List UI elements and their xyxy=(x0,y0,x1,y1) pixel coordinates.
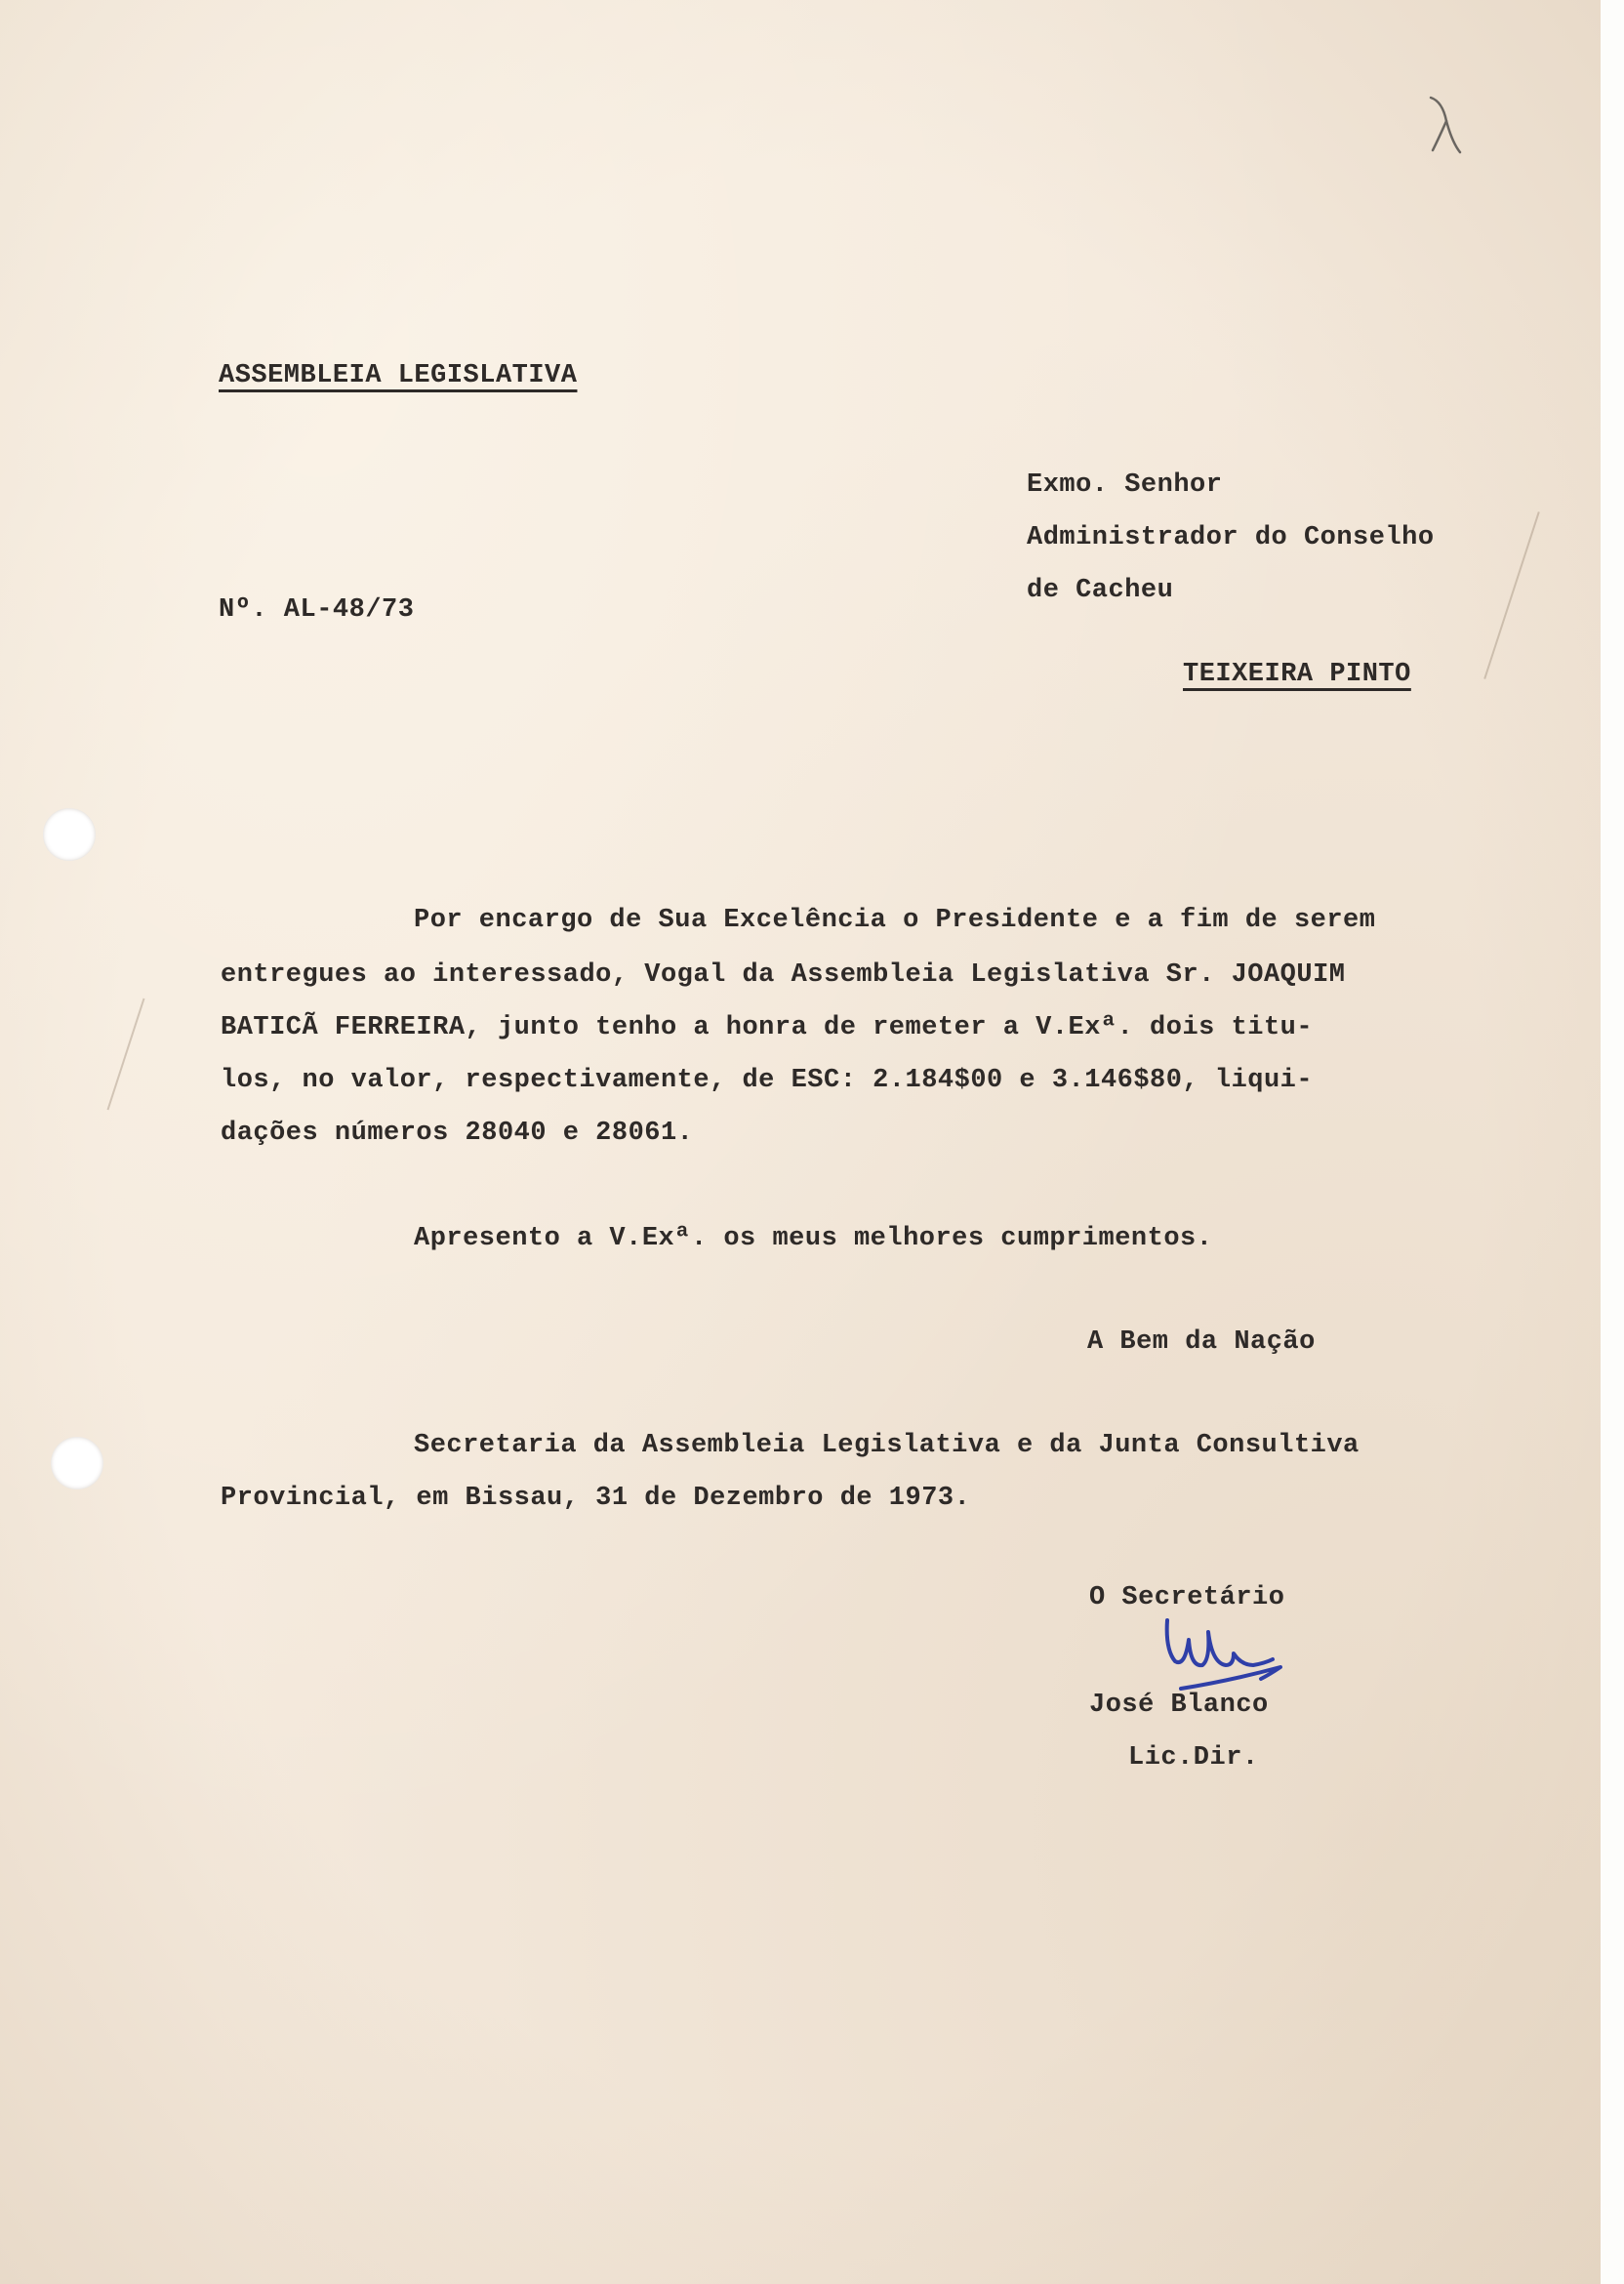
motto: A Bem da Nação xyxy=(1087,1327,1316,1357)
place-date-line-1: Secretaria da Assembleia Legislativa e da Junta Consultiva xyxy=(414,1431,1360,1460)
punch-hole-top xyxy=(43,808,96,861)
paper-crease-left xyxy=(107,999,145,1111)
body-line-1: Por encargo de Sua Excelência o Presidente e a fim de serem xyxy=(414,906,1376,935)
body-line-4: los, no valor, respectivamente, de ESC: 2.184$00 e 3.146$80, liqui- xyxy=(221,1066,1314,1095)
recipient-city: TEIXEIRA PINTO xyxy=(1183,660,1411,689)
paper-crease-right xyxy=(1483,511,1540,679)
page-number-mark xyxy=(1417,82,1476,160)
body-line-5: dações números 28040 e 28061. xyxy=(221,1119,694,1148)
recipient-region: de Cacheu xyxy=(1027,576,1174,605)
signer-degree: Lic.Dir. xyxy=(1128,1743,1259,1773)
signature-title: O Secretário xyxy=(1089,1583,1285,1612)
place-date-line-2: Provincial, em Bissau, 31 de Dezembro de 1973. xyxy=(221,1484,971,1513)
org-header: ASSEMBLEIA LEGISLATIVA xyxy=(219,361,578,390)
page-edge xyxy=(1601,0,1624,2284)
handwritten-signature xyxy=(1152,1611,1308,1718)
recipient-salutation: Exmo. Senhor xyxy=(1027,470,1223,500)
punch-hole-bottom xyxy=(51,1437,103,1489)
recipient-title: Administrador do Conselho xyxy=(1027,523,1435,552)
body-line-2: entregues ao interessado, Vogal da Assembleia Legislativa Sr. JOAQUIM xyxy=(221,960,1346,990)
closing-greeting: Apresento a V.Exª. os meus melhores cumprimentos. xyxy=(414,1224,1213,1253)
body-line-3: BATICÃ FERREIRA, junto tenho a honra de remeter a V.Exª. dois titu- xyxy=(221,1013,1314,1042)
signer-name: José Blanco xyxy=(1089,1691,1269,1720)
reference-number: Nº. AL-48/73 xyxy=(219,595,415,625)
